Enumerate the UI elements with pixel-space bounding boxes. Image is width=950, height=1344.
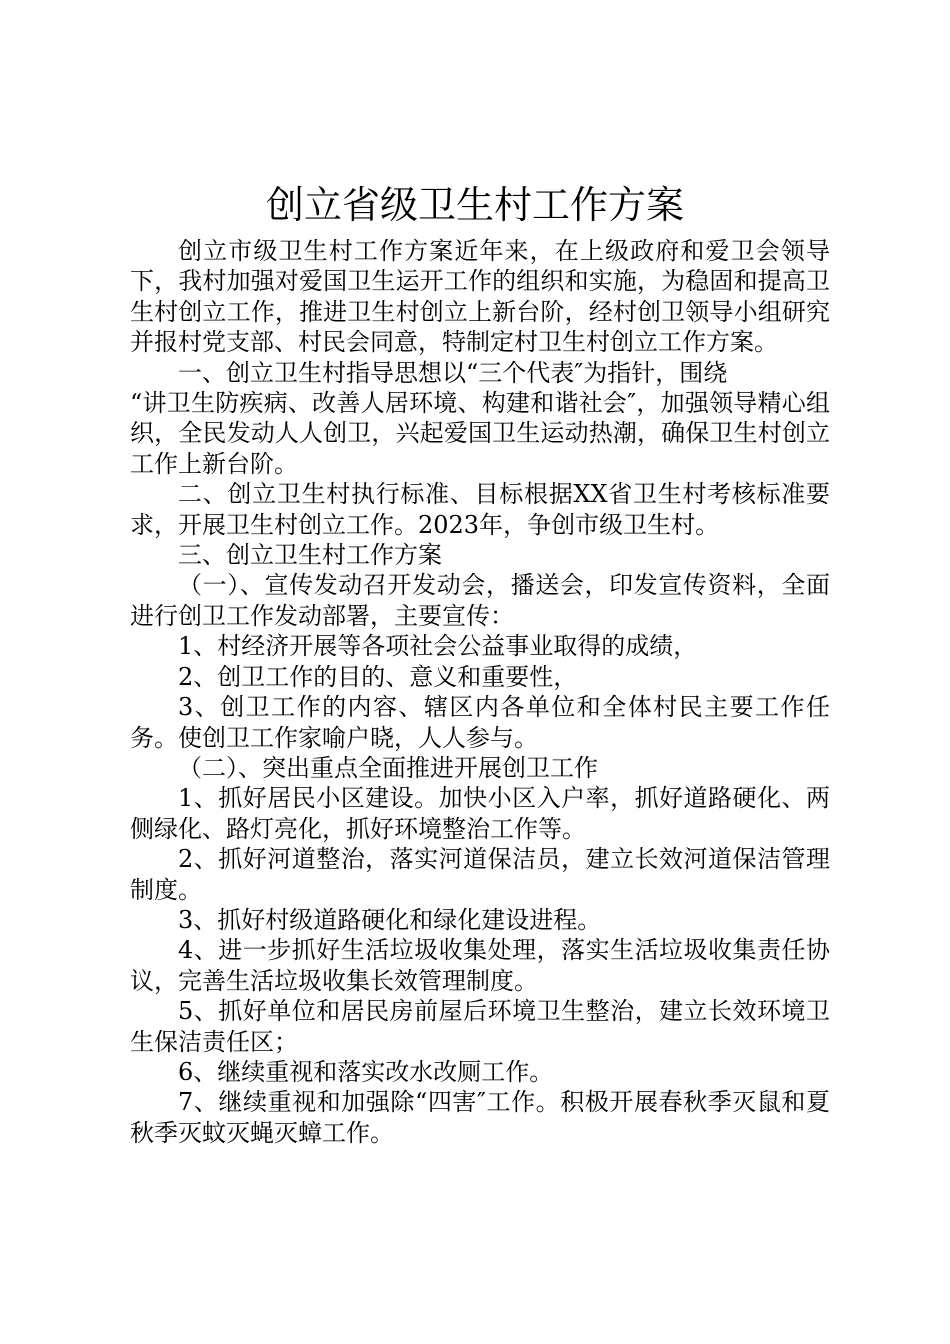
list-item: 4、进一步抓好生活垃圾收集处理，落实生活垃圾收集责任协议，完善生活垃圾收集长效管理制度。 bbox=[130, 936, 830, 995]
list-item: 1、村经济开展等各项社会公益事业取得的成绩， bbox=[178, 632, 698, 661]
paragraph-section-2: 二、创立卫生村执行标准、目标根据XX省卫生村考核标准要求，开展卫生村创立工作。2023年，争创市级卫生村。 bbox=[130, 480, 830, 539]
paragraph-subsection-1: （一）、宣传发动召开发动会，播送会，印发宣传资料，全面进行创卫工作发动部署，主要宣传： bbox=[130, 571, 830, 630]
paragraph-section-1-body: “讲卫生防疾病、改善人居环境、构建和谐社会″，加强领导精心组织，全民发动人人创卫，兴起爱国卫生运动热潮，确保卫生村创立工作上新台阶。 bbox=[130, 389, 830, 478]
paragraph-intro: 创立市级卫生村工作方案近年来，在上级政府和爱卫会领导下，我村加强对爱国卫生运开工作的组织和实施，为稳固和提高卫生村创立工作，推进卫生村创立上新台阶，经村创卫领导小组研究并报村党支部、村民会同意，特制定村卫生村创立工作方案。 bbox=[130, 237, 830, 357]
paragraph-section-3-heading: 三、创立卫生村工作方案 bbox=[178, 541, 442, 570]
list-item: 2、抓好河道整治，落实河道保洁员，建立长效河道保洁管理制度。 bbox=[130, 845, 830, 904]
document-title: 创立省级卫生村工作方案 bbox=[265, 183, 684, 227]
document-body bbox=[130, 236, 830, 1148]
paragraph-subsection-2: （二）、突出重点全面推进开展创卫工作 bbox=[178, 753, 598, 782]
list-item: 3、创卫工作的内容、辖区内各单位和全体村民主要工作任务。使创卫工作家喻户晓，人人参与。 bbox=[130, 693, 830, 752]
list-item: 6、继续重视和落实改水改厕工作。 bbox=[178, 1057, 554, 1086]
list-item: 3、抓好村级道路硬化和绿化建设进程。 bbox=[178, 905, 602, 934]
list-item: 7、继续重视和加强除“四害″工作。积极开展春秋季灭鼠和夏秋季灭蚊灭蝇灭蟑工作。 bbox=[130, 1088, 830, 1147]
list-item: 1、抓好居民小区建设。加快小区入户率，抓好道路硬化、两侧绿化、路灯亮化，抓好环境整治工作等。 bbox=[130, 784, 830, 843]
list-item: 5、抓好单位和居民房前屋后环境卫生整治，建立长效环境卫生保洁责任区； bbox=[130, 997, 830, 1056]
paragraph-section-1-heading: 一、创立卫生村指导思想以“三个代表″为指针，围绕 bbox=[178, 358, 728, 387]
list-item: 2、创卫工作的目的、意义和重要性， bbox=[178, 662, 578, 691]
